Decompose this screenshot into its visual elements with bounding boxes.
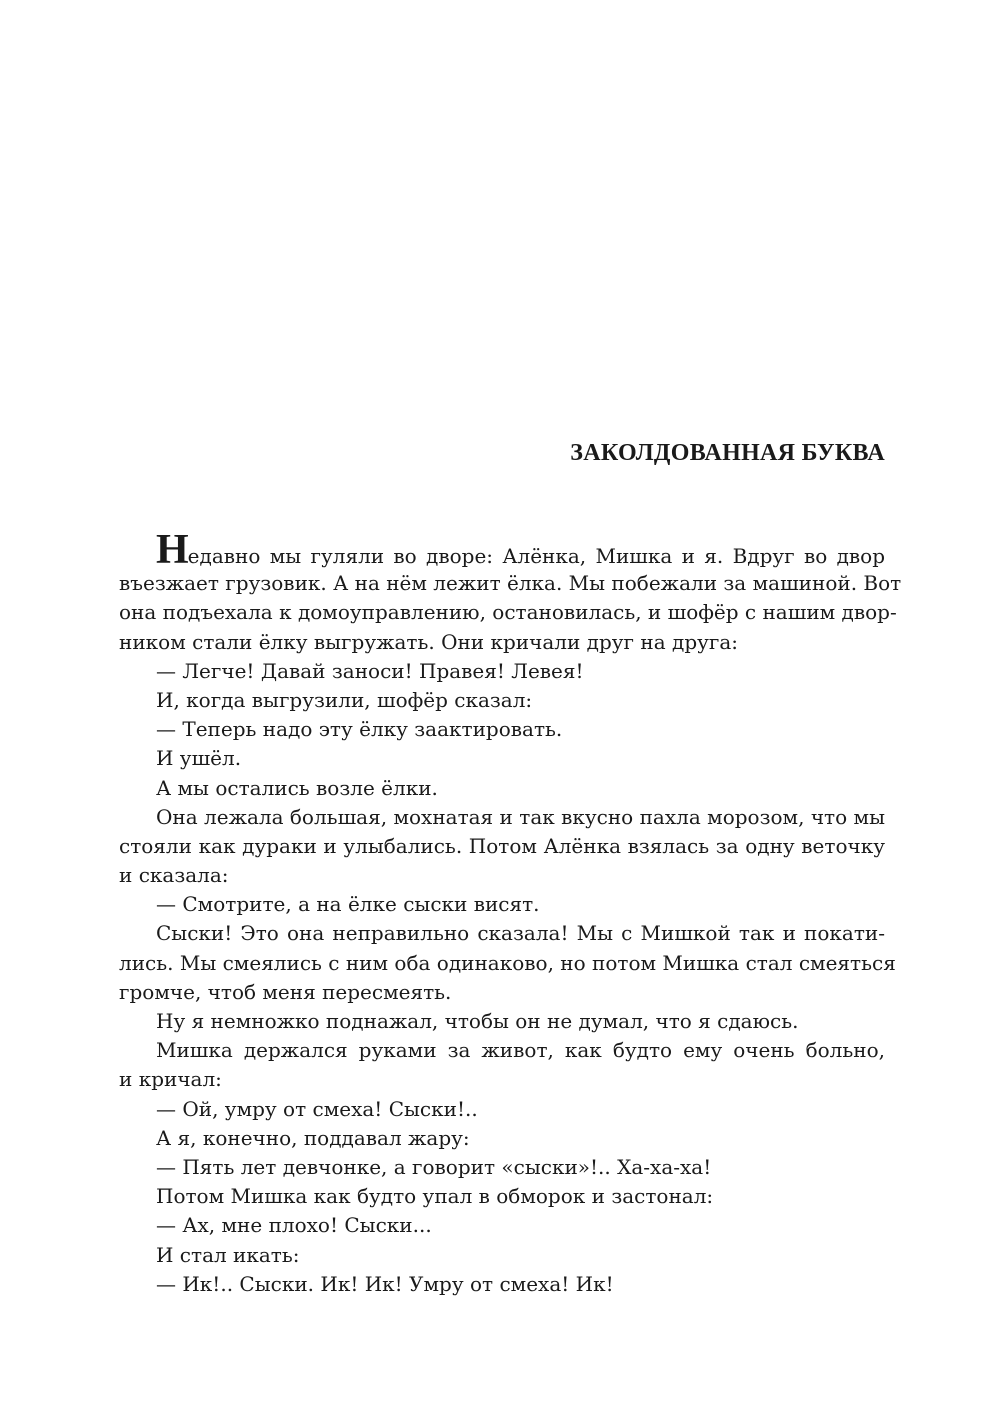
text-line: Потом Мишка как будто упал в обморок и застонал: bbox=[156, 1184, 714, 1209]
text-line: — Легче! Давай заноси! Правея! Левея! bbox=[156, 658, 584, 683]
text-line: и кричал: bbox=[119, 1067, 222, 1092]
text-line: И, когда выгрузили, шофёр сказал: bbox=[156, 687, 533, 712]
text-line: И ушёл. bbox=[156, 746, 242, 771]
text-line: — Ик!.. Сыски. Ик! Ик! Умру от смеха! Ик! bbox=[156, 1271, 614, 1296]
text-line: громче, чтоб меня пересмеять. bbox=[119, 979, 452, 1004]
text-line: — Ах, мне плохо! Сыски... bbox=[156, 1213, 432, 1238]
text-line: — Смотрите, а на ёлке сыски висят. bbox=[156, 892, 540, 917]
text-line: Мишка держался руками за живот, как будто ему очень больно, bbox=[156, 1038, 885, 1063]
drop-initial: Н bbox=[156, 527, 188, 573]
text-line: она подъехала к домоуправлению, остановилась, и шофёр с нашим двор- bbox=[119, 600, 897, 625]
text-line: — Теперь надо эту ёлку заактировать. bbox=[156, 717, 563, 742]
text-line: въезжает грузовик. А на нём лежит ёлка. Мы побежали за машиной. Вот bbox=[119, 571, 902, 596]
text-line: Ну я немножко поднажал, чтобы он не думал, что я сдаюсь. bbox=[156, 1009, 799, 1033]
text-line: И стал икать: bbox=[156, 1242, 300, 1267]
text-line: Сыски! Это она неправильно сказала! Мы с Мишкой так и покати- bbox=[156, 921, 885, 946]
text-line: А мы остались возле ёлки. bbox=[156, 775, 438, 800]
text-line: ником стали ёлку выгружать. Они кричали друг на друга: bbox=[119, 629, 739, 654]
text-line: А я, конечно, поддавал жару: bbox=[156, 1125, 470, 1150]
text-line: Недавно мы гуляли во дворе: Алёнка, Мишка и я. Вдруг во двор bbox=[156, 527, 885, 573]
chapter-title: ЗАКОЛДОВАННАЯ БУКВА bbox=[570, 440, 885, 466]
text-line: и сказала: bbox=[119, 863, 229, 888]
text-line: — Пять лет девчонке, а говорит «сыски»!.. Ха-ха-ха! bbox=[156, 1154, 712, 1179]
text-line: — Ой, умру от смеха! Сыски!.. bbox=[156, 1096, 478, 1121]
text-line: лись. Мы смеялись с ним оба одинаково, но потом Мишка стал смеяться bbox=[119, 950, 896, 975]
story-text bbox=[119, 527, 902, 1299]
text-line: Она лежала большая, мохнатая и так вкусно пахла морозом, что мы bbox=[156, 804, 885, 829]
text-line: стояли как дураки и улыбались. Потом Алёнка взялась за одну веточку bbox=[119, 833, 885, 858]
